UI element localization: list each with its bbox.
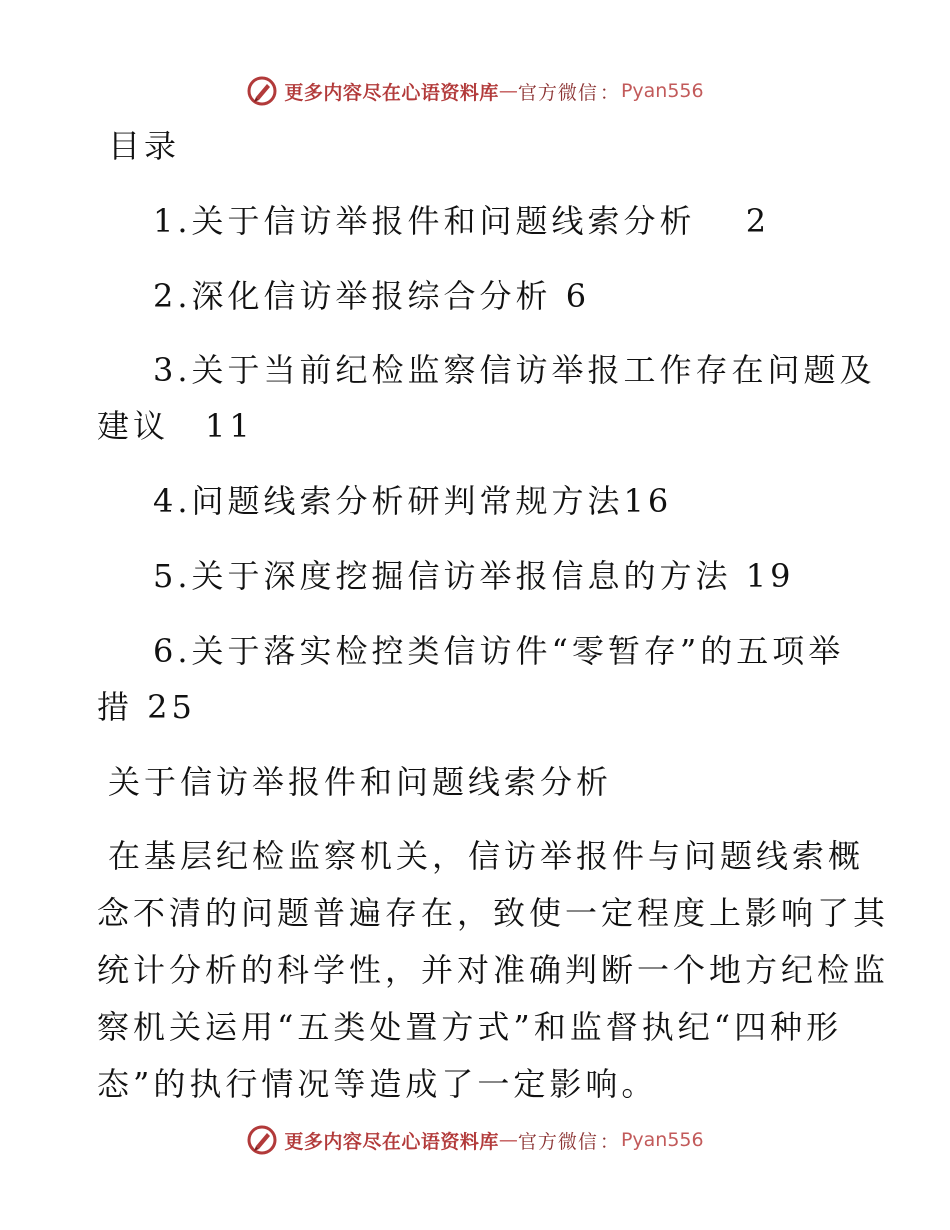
toc-item-1[interactable]: 1.关于信访举报件和问题线索分析 2 (153, 202, 771, 240)
toc-item-2[interactable]: 2.深化信访举报综合分析 6 (153, 277, 591, 315)
toc-item-6-continued[interactable]: 措 25 (97, 688, 196, 726)
pen-logo-icon (246, 1124, 278, 1156)
banner-main-text: 更多内容尽在心语资料库 (284, 81, 499, 104)
header-banner (0, 71, 950, 111)
pen-logo-icon (246, 75, 278, 107)
footer-banner (0, 1120, 950, 1160)
toc-item-3-continued[interactable]: 建议 11 (97, 407, 254, 445)
banner-dash: — (498, 80, 518, 102)
banner-official-label: 官方微信 (517, 1130, 598, 1153)
toc-item-6[interactable]: 6.关于落实检控类信访件“零暂存”的五项举 (153, 632, 845, 670)
banner-main-text: 更多内容尽在心语资料库 (284, 1130, 499, 1153)
toc-item-3[interactable]: 3.关于当前纪检监察信访举报工作存在问题及 (153, 351, 876, 389)
banner-separator: ： (599, 81, 619, 104)
banner-wechat-id: Pyan556 (620, 80, 704, 102)
banner-dash: — (498, 1129, 518, 1151)
banner-official-label: 官方微信 (517, 81, 598, 104)
banner-separator: ： (599, 1130, 619, 1153)
paragraph-line: 统计分析的科学性，并对准确判断一个地方纪检监 (97, 951, 890, 989)
paragraph-line: 察机关运用“五类处置方式”和监督执纪“四种形 (97, 1008, 843, 1046)
section-heading: 关于信访举报件和问题线索分析 (108, 763, 613, 801)
banner-wechat-id: Pyan556 (620, 1129, 704, 1151)
paragraph-line: 在基层纪检监察机关，信访举报件与问题线索概 (108, 837, 865, 875)
paragraph-line: 念不清的问题普遍存在，致使一定程度上影响了其 (97, 894, 890, 932)
toc-title: 目录 (108, 127, 181, 165)
paragraph-line: 态”的执行情况等造成了一定影响。 (97, 1065, 658, 1103)
toc-item-5[interactable]: 5.关于深度挖掘信访举报信息的方法 19 (153, 557, 795, 595)
toc-item-4[interactable]: 4.问题线索分析研判常规方法16 (153, 482, 673, 520)
